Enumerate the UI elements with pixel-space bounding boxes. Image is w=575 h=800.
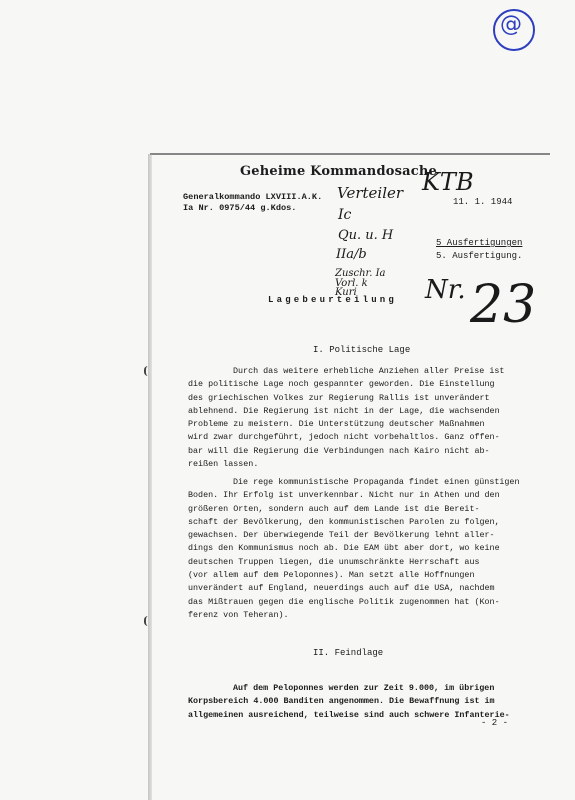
copies-total: 5 Ausfertigungen [436, 238, 523, 248]
text-line: das Mißtrauen gegen die englische Politik zugenommen hat (Kon- [188, 596, 500, 607]
paragraph-enemy-1 [188, 682, 558, 722]
archive-stamp-letter: @ [500, 12, 522, 37]
text-line: ferenz von Teheran). [188, 609, 289, 620]
handwritten-number: 23 [470, 275, 537, 335]
text-line: Probleme zu meistern. Die Unterstützung deutscher Maßnahmen [188, 419, 485, 430]
text-line: Durch das weitere erhebliche Anziehen aller Preise ist [233, 366, 505, 376]
handwritten-ktb: KTB [422, 168, 474, 196]
text-line: Die rege kommunistische Propaganda findet einen günstigen [233, 477, 520, 487]
text-line: die politische Lage noch gespannter geworden. Die Einstellung [188, 379, 495, 390]
handwritten-qu: Qu. u. H [338, 228, 394, 243]
text-line: wird zwar durchgeführt, jedoch nicht vorbehaltlos. Ganz offen- [188, 432, 500, 443]
paragraph-political-2 [188, 476, 558, 622]
handwritten-iia: IIa/b [336, 247, 367, 262]
text-line: Boden. Ihr Erfolg ist unverkennbar. Nicht nur in Athen und den [188, 490, 500, 501]
text-line: unverändert auf England, neuerdings auch auf die USA, nachdem [188, 583, 495, 594]
text-line: Auf dem Peloponnes werden zur Zeit 9.000, im übrigen [233, 683, 495, 693]
copy-number: 5. Ausfertigung. [436, 251, 523, 261]
paragraph-political-1 [188, 365, 558, 471]
document-date: 11. 1. 1944 [453, 197, 513, 207]
text-line: reißen lassen. [188, 459, 259, 470]
text-line: bar will die Regierung die Verbindungen nach Kairo nicht ab- [188, 445, 490, 456]
text-line: dings den Kommunismus noch ab. Die EAM übt aber dort, wo keine [188, 543, 500, 554]
text-line: größeren Orten, sondern auch auf dem Lande ist die Bereit- [188, 503, 480, 514]
text-line: (vor allem auf dem Peloponnes). Man setzt alle Hoffnungen [188, 570, 475, 581]
text-line: gewachsen. Der überwiegende Teil der Bevölkerung lehnt aller- [188, 530, 495, 541]
document-title: Lagebeurteilung [268, 295, 398, 305]
section-heading-enemy: II. Feindlage [313, 648, 384, 658]
text-line: allgemeinen ausreichend, teilweise sind auch schwere Infanterie- [188, 709, 510, 720]
classification-heading: Geheime Kommandosache [240, 164, 437, 179]
handwritten-zuschr: Zuschr. Ia [335, 268, 386, 279]
text-line: schaft der Bevölkerung, den kommunistischen Parolen zu folgen, [188, 516, 500, 527]
section-heading-political: I. Politische Lage [313, 345, 411, 355]
command-line: Generalkommando LXVIII.A.K. [183, 192, 323, 202]
handwritten-distribution: Verteiler [337, 184, 404, 202]
binder-hole-mark [144, 616, 152, 626]
binder-hole-mark [144, 366, 152, 376]
reference-number: Ia Nr. 0975/44 g.Kdos. [183, 203, 297, 213]
page-left-shadow [148, 154, 152, 800]
text-line: deutschen Truppen liegen, die unumschränkte Herrschaft aus [188, 556, 480, 567]
page-top-edge [150, 153, 550, 155]
page-number: - 2 - [481, 718, 509, 728]
text-line: des griechischen Volkes zur Regierung Rallis ist unverändert [188, 392, 490, 403]
handwritten-kuri: Kuri [335, 287, 357, 298]
text-line: ablehnend. Die Regierung ist nicht in der Lage, die wachsenden [188, 405, 500, 416]
handwritten-nr: Nr. [425, 275, 466, 305]
handwritten-vorl: Vorl. k [335, 278, 368, 289]
handwritten-ic: Ic [338, 207, 352, 223]
text-line: Korpsbereich 4.000 Banditen angenommen. Die Bewaffnung ist im [188, 696, 495, 707]
